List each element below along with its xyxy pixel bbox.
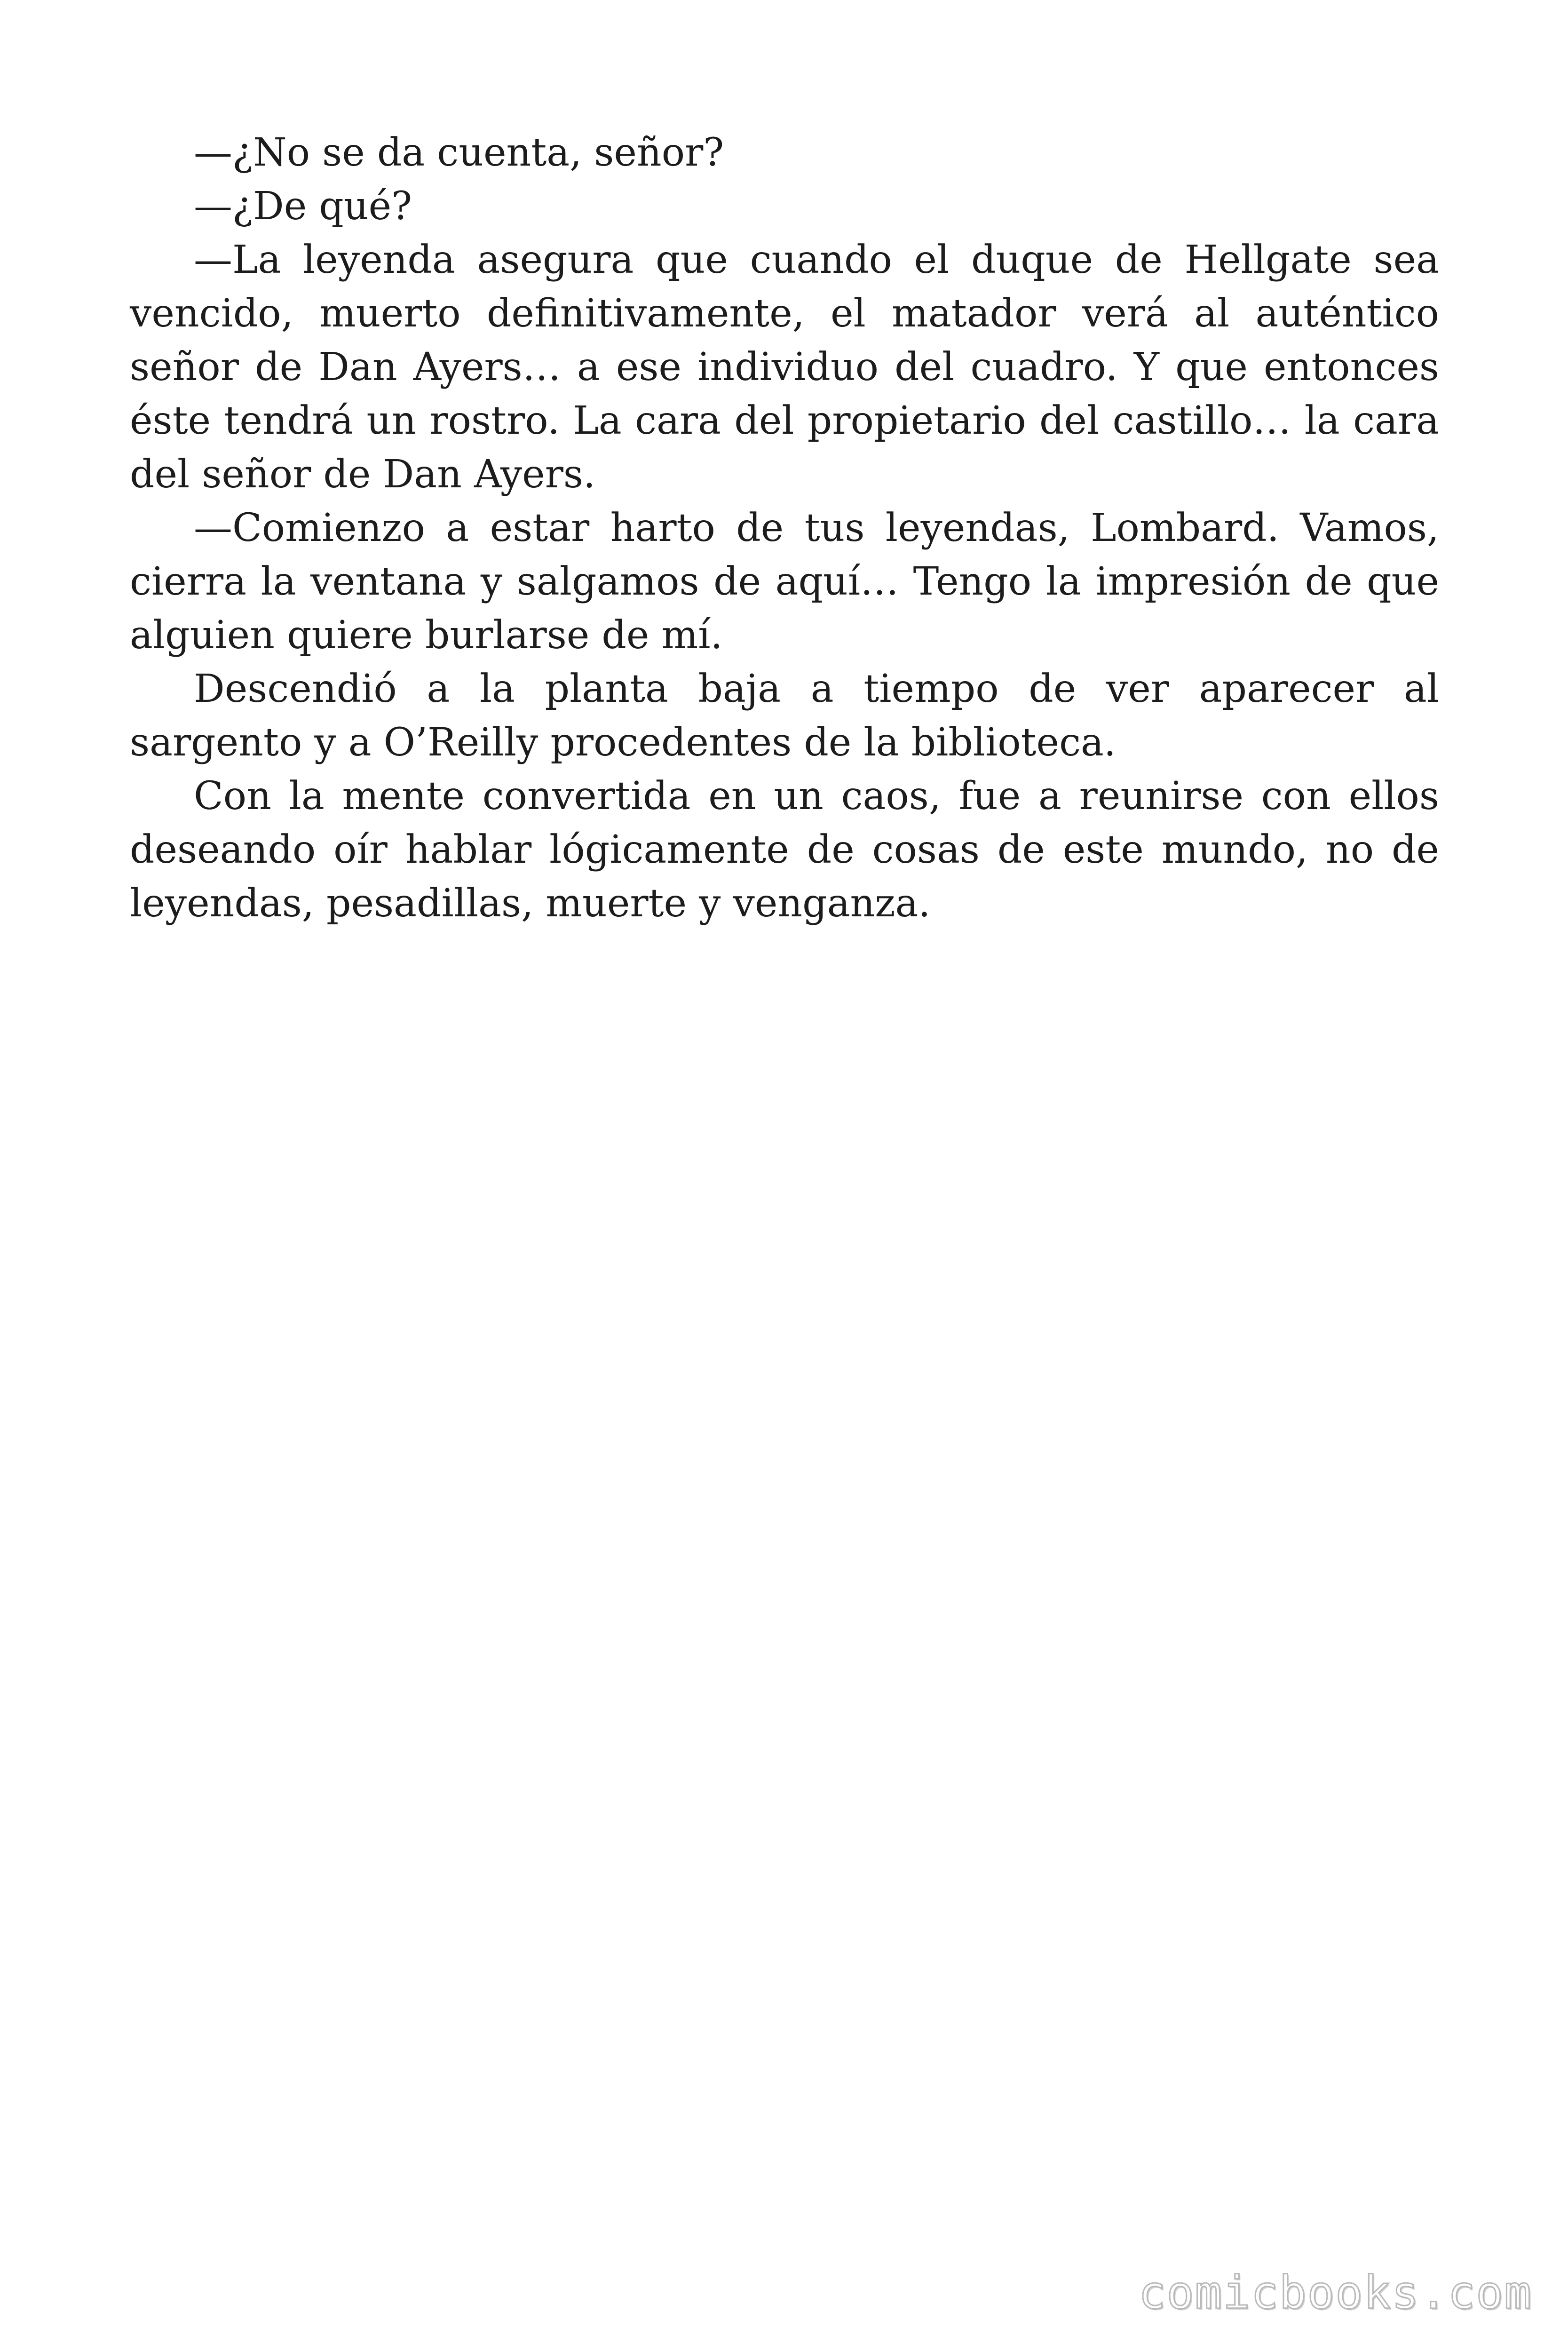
watermark: comicbooks.com [1138,2266,1532,2319]
paragraph: —¿No se da cuenta, señor? [194,130,724,175]
paragraph: —La leyenda asegura que cuando el duque de Hellgate sea vencido, muerto definitivamente, el matador verá al auténtico señor de Dan Ayers… a ese individuo del cuadro. Y que entonces éste tendrá un rostro. La cara del propietario del castillo… la cara del señor de Dan Ayers. [130,238,1439,497]
body-text [130,126,1439,930]
paragraph: Descendió a la planta baja a tiempo de ver aparecer al sargento y a O’Reilly procedentes de la biblioteca. [130,667,1439,765]
paragraph: Con la mente convertida en un caos, fue a reunirse con ellos deseando oír hablar lógicamente de cosas de este mundo, no de leyendas, pesadillas, muerte y venganza. [130,774,1439,926]
paragraph: —Comienzo a estar harto de tus leyendas, Lombard. Vamos, cierra la ventana y salgamos de aquí… Tengo la impresión de que alguien quiere burlarse de mí. [130,506,1439,658]
paragraph: —¿De qué? [194,184,412,229]
